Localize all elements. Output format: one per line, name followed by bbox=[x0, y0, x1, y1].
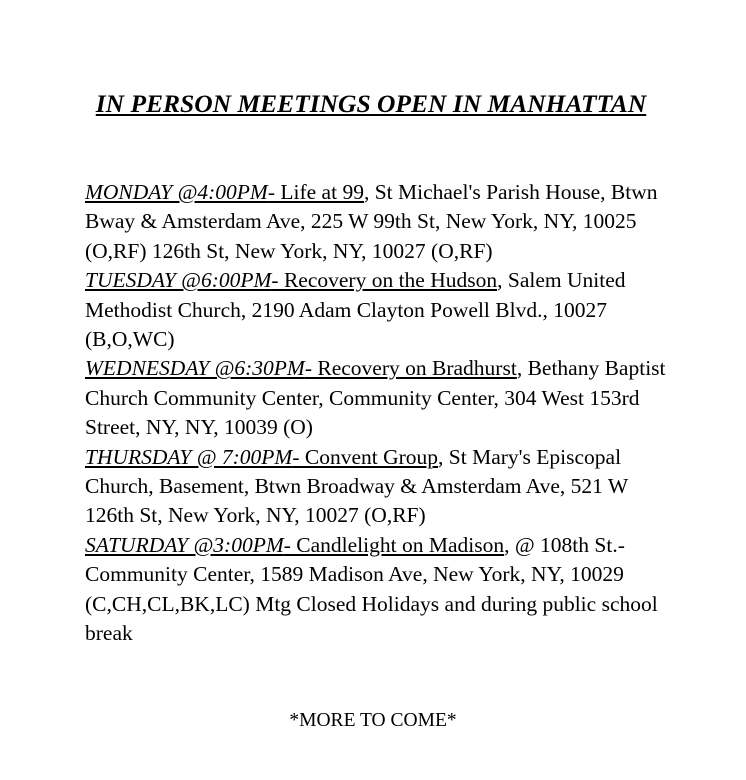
meeting-name: - Recovery on the Hudson bbox=[271, 268, 498, 293]
meeting-entry-monday bbox=[85, 178, 675, 266]
meeting-day: SATURDAY @ bbox=[85, 532, 214, 557]
meeting-name: - Candlelight on Madison bbox=[283, 532, 505, 557]
meeting-time: 7:00PM bbox=[216, 444, 293, 469]
page-title: IN PERSON MEETINGS OPEN IN MANHATTAN bbox=[95, 89, 647, 118]
meeting-day: WEDNESDAY @ bbox=[85, 356, 235, 381]
meeting-name: - Convent Group bbox=[292, 444, 439, 469]
meeting-details: , Salem United Methodist Church, 2190 Adam Clayton Powell Blvd., 10027 (B,O,WC) bbox=[85, 268, 626, 352]
meeting-details: , St Michael's Parish House, Btwn Bway & Amsterdam Ave, 225 W 99th St, New York, NY, 10025 (O,RF) 126th St, New York, NY, 10027 (O,RF) bbox=[85, 180, 658, 263]
meeting-entry-saturday bbox=[85, 531, 675, 649]
meeting-time: 6:00PM bbox=[200, 268, 272, 293]
meeting-day: MONDAY @ bbox=[85, 180, 198, 204]
meeting-day: THURSDAY @ bbox=[85, 444, 217, 469]
meeting-time: 4:00PM bbox=[197, 180, 268, 204]
meeting-entry-wednesday bbox=[85, 354, 675, 442]
meeting-details: , Bethany Baptist Church Community Center, Community Center, 304 West 153rd Street, NY, NY, 10039 (O) bbox=[85, 356, 666, 440]
meeting-day: TUESDAY @ bbox=[85, 268, 201, 293]
meeting-entry-tuesday bbox=[85, 266, 675, 354]
meeting-list bbox=[85, 178, 675, 649]
meeting-name: - Life at 99 bbox=[267, 180, 364, 204]
meeting-time: 3:00PM bbox=[213, 532, 284, 557]
more-to-come-note: *MORE TO COME* bbox=[289, 710, 457, 731]
meeting-time: 6:30PM bbox=[234, 356, 305, 381]
meeting-details: , St Mary's Episcopal Church, Basement, Btwn Broadway & Amsterdam Ave, 521 W 126th St, New York, NY, 10027 (O,RF) bbox=[85, 444, 628, 528]
meeting-entry-thursday bbox=[85, 443, 675, 531]
meeting-name: - Recovery on Bradhurst bbox=[304, 356, 517, 381]
meeting-details: , @ 108th St.-Community Center, 1589 Madison Ave, New York, NY, 10029 (C,CH,CL,BK,LC) Mtg Closed Holidays and during public school break bbox=[85, 532, 658, 646]
